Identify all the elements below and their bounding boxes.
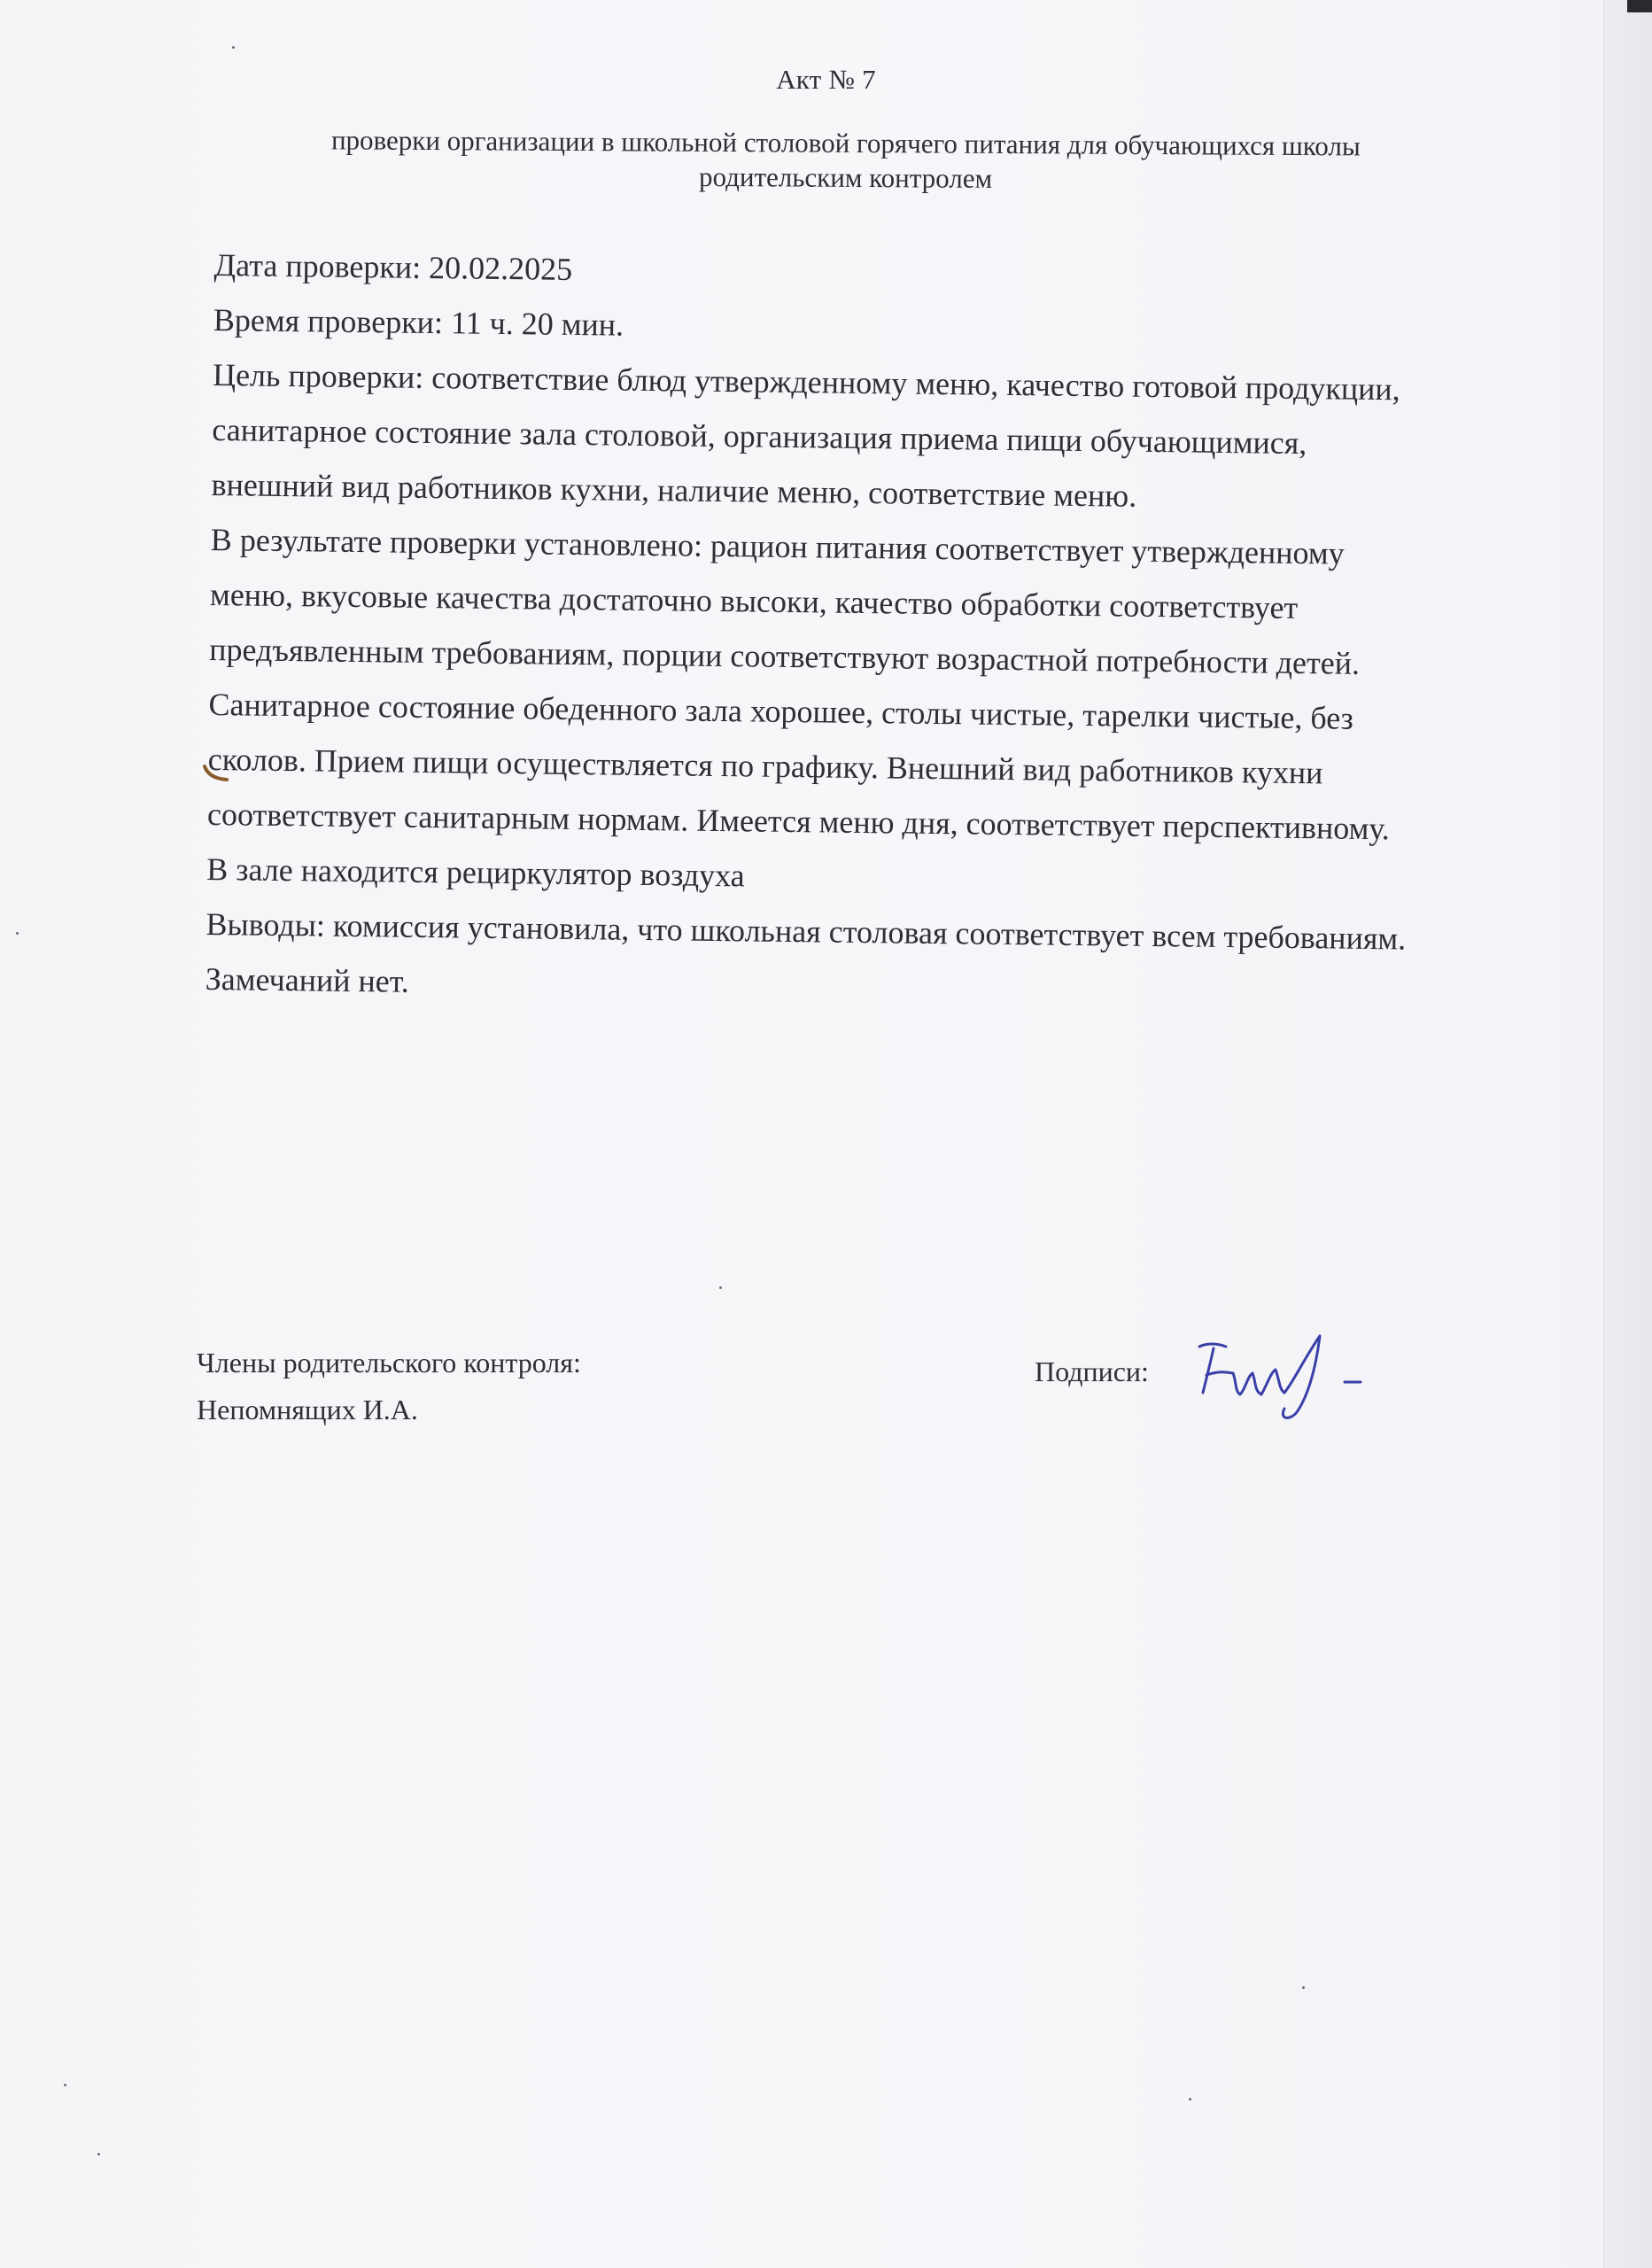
members-label: Члены родительского контроля: <box>197 1347 581 1379</box>
dust-speck <box>1189 2098 1191 2101</box>
scan-corner-mark <box>1627 0 1652 12</box>
members-block <box>197 1340 581 1433</box>
dust-speck <box>97 2153 100 2155</box>
dust-speck <box>16 932 19 935</box>
dust-speck <box>719 1286 722 1289</box>
inspection-purpose: Цель проверки: соответствие блюд утвержденному меню, качество готовой продукции, санитарное состояние зала столовой, организация приема пищи обучающимися, внешний вид работников кухни, наличие меню, соответствие меню. <box>211 356 1400 514</box>
inspection-time: Время проверки: 11 ч. 20 мин. <box>213 301 624 343</box>
document-title: Акт № 7 <box>776 64 876 95</box>
dust-speck <box>64 2084 66 2086</box>
document-subtitle: проверки организации в школьной столовой горячего питания для обучающихся школы родительским контролем <box>330 124 1361 194</box>
member-name: Непомнящих И.А. <box>197 1394 418 1425</box>
dust-speck <box>232 46 235 49</box>
inspection-conclusion: Выводы: комиссия установила, что школьная столовая соответствует всем требованиям. Замечаний нет. <box>205 905 1407 999</box>
dust-speck <box>1302 1986 1305 1989</box>
inspection-date: Дата проверки: 20.02.2025 <box>213 246 573 287</box>
air-recirculator-note: В зале находится рециркулятор воздуха <box>206 850 745 894</box>
inspection-results: В результате проверки установлено: рацион питания соответствует утвержденному меню, вкусовые качества достаточно высоки, качество обработки соответствует предъявленным требованиям, порции соответствуют возрастной потребности детей. Санитарное состояние обеденного зала хорошее, столы чистые, тарелки чистые, без сколов. Прием пищи осуществляется по графику. Внешний вид работников кухни соответствует санитарным нормам. Имеется меню дня, соответствует перспективному. <box>206 521 1391 847</box>
scan-edge <box>1603 0 1652 2268</box>
document-body <box>205 237 1419 1021</box>
signatures-label: Подписи: <box>1035 1355 1149 1387</box>
ink-stain <box>202 764 230 783</box>
handwritten-signature <box>1187 1320 1391 1435</box>
